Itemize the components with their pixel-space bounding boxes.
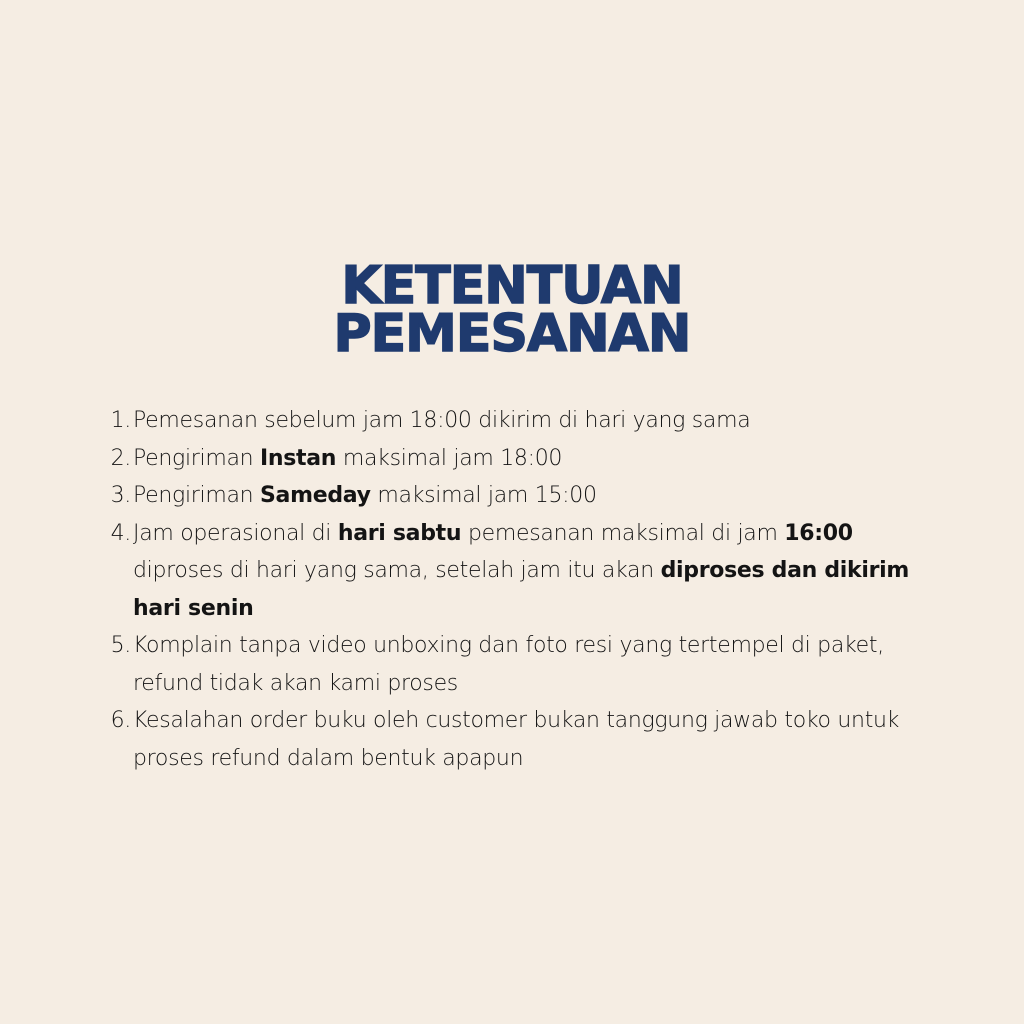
rule-text: Pemesanan sebelum jam 18:00 dikirim di hari yang sama	[133, 408, 751, 433]
rule-number: 2.	[110, 445, 131, 471]
rule-number: 4.	[110, 520, 131, 546]
rule-text: maksimal jam 15:00	[370, 483, 597, 508]
rule-number: 5.	[110, 633, 131, 658]
rule-item	[100, 627, 930, 702]
rule-text: Kesalahan order buku oleh customer bukan tanggung jawab toko untuk proses refund dalam bentuk apapun	[133, 708, 900, 771]
rule-emphasis: Instan	[259, 445, 337, 471]
rule-emphasis: diproses dan dikirim hari senin	[133, 558, 910, 621]
rule-emphasis: hari sabtu	[337, 520, 462, 546]
rule-text: Pengiriman	[133, 483, 260, 508]
rule-emphasis: 16:00	[784, 520, 853, 546]
page-title	[0, 256, 1024, 364]
title-line-1: KETENTUAN	[341, 256, 683, 316]
rules-list	[100, 402, 930, 777]
rule-number: 3.	[110, 483, 131, 508]
rule-item	[100, 515, 930, 628]
rule-text: diproses di hari yang sama, setelah jam itu akan	[133, 558, 661, 583]
rule-text: maksimal jam 18:00	[336, 445, 563, 471]
rule-text: pemesanan maksimal di jam	[461, 520, 785, 546]
rule-item	[100, 477, 930, 515]
rule-number: 1.	[110, 408, 131, 433]
rule-item	[100, 702, 930, 777]
rule-number: 6.	[110, 708, 131, 733]
rule-item	[100, 440, 930, 478]
rule-emphasis: Sameday	[259, 483, 371, 508]
rule-item	[100, 402, 930, 440]
rule-text: Pengiriman	[133, 445, 260, 471]
title-line-2: PEMESANAN	[333, 304, 691, 364]
rule-text: Komplain tanpa video unboxing dan foto resi yang tertempel di paket, refund tidak akan kami proses	[133, 633, 884, 696]
rule-text: Jam operasional di	[133, 520, 338, 546]
